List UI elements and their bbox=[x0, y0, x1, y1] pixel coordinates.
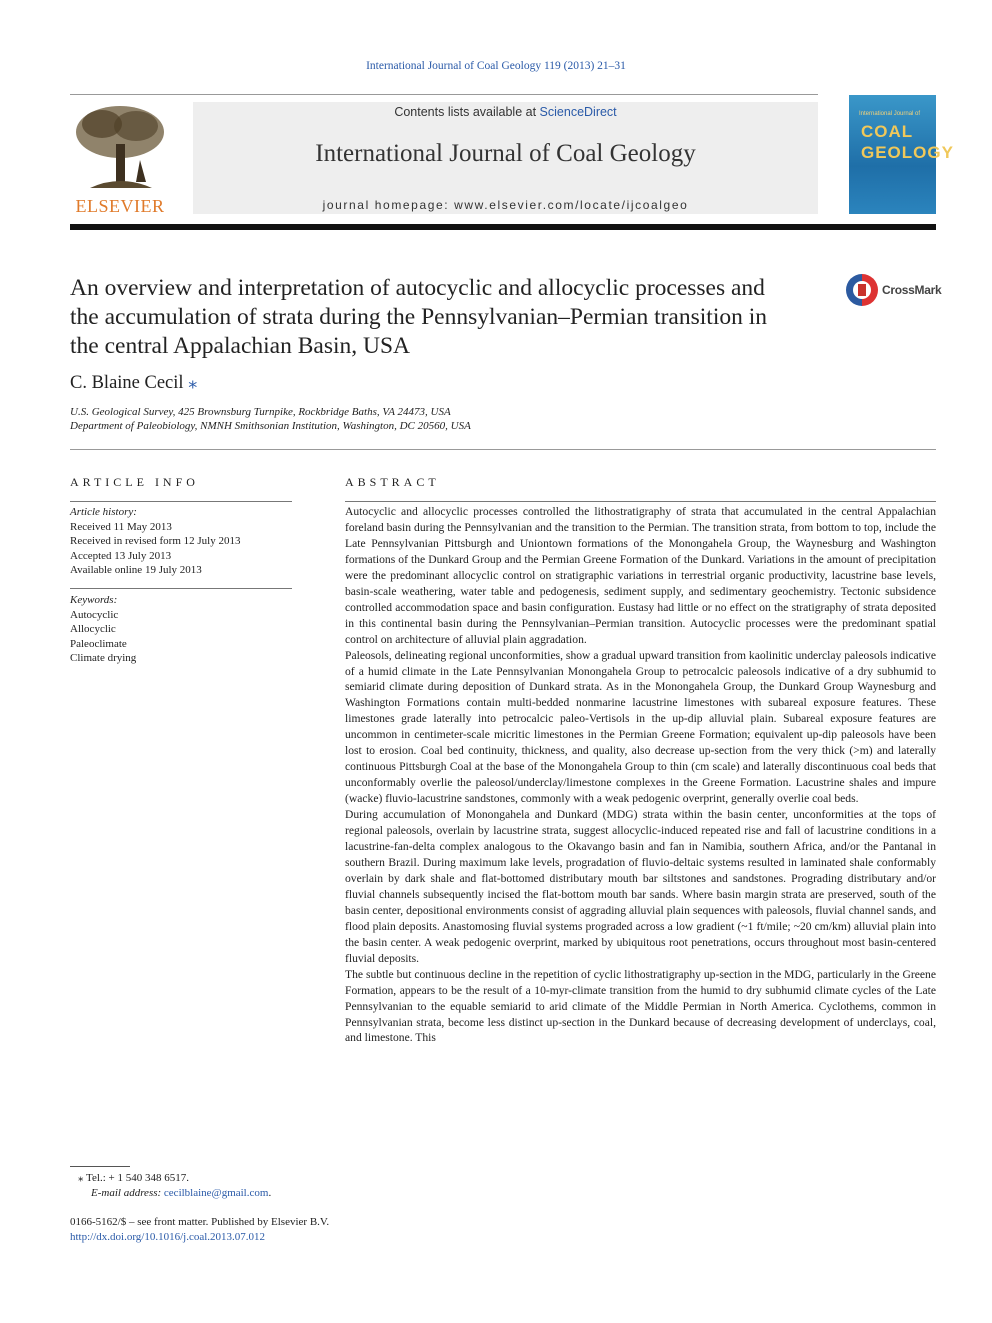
keyword: Paleoclimate bbox=[70, 637, 127, 650]
footnote-email bbox=[70, 1186, 271, 1201]
header-thick-rule bbox=[70, 224, 936, 230]
cover-subtitle: International Journal of bbox=[859, 111, 921, 117]
journal-cover[interactable] bbox=[849, 95, 954, 214]
footnote-tel bbox=[70, 1171, 271, 1186]
crossmark-label: CrossMark bbox=[882, 283, 942, 297]
author-name: C. Blaine Cecil bbox=[70, 373, 184, 393]
tel-label: ⁎ Tel.: bbox=[78, 1172, 109, 1184]
cover-title: COAL GEOLOGY bbox=[861, 122, 954, 162]
svg-text:ELSEVIER: ELSEVIER bbox=[75, 196, 165, 216]
footnote-rule bbox=[70, 1166, 130, 1167]
section-rule bbox=[70, 449, 936, 450]
abstract-body bbox=[345, 504, 936, 1046]
contents-line bbox=[193, 105, 818, 119]
abstract-paragraph: During accumulation of Monongahela and Dunkard (MDG) strata within the basin center, unconformities at the tops of regional paleosols, overlain by lacustrine strata, suggest allocyclic-induced repeated rise and fall of lacustrine conditions in a lacustrine-fan-delta complex analogous to the Okavango basin and fan in Namibia, southern Africa, and/or the Pantanal in southern Brazil. During maximum lake levels, progradation of fluvio-deltaic systems resulted in laminated shale conformably overlain by dark shale and flat-bottomed distributary mouth bar siltstones and sandstones. Prograding distributary and/or fluvial channels subsequently incised the flat-bottom mouth bar sands. Where basin margin strata are preserved, south of the basin center, depositional environments consist of aggrading alluvial plain sequences with paleosols, fluvial channel sands, and flood plain deposits. Anastomosing fluvial systems prograded across a low gradient (~1 ft/mile; ~20 cm/km) alluvial plain into the basin center. A weak pedogenic overprint, marked by ubiquitous root penetrations, occurs throughout most basin-centered fluvial deposits. bbox=[345, 808, 936, 965]
abstract-paragraph: Autocyclic and allocyclic processes controlled the lithostratigraphy of strata that accumulated in the central Appalachian foreland basin during the Pennsylvanian and the transition to the Permian. The transition strata, from bottom to top, include the Late Pennsylvanian Pittsburgh and Uniontown formations of the Monongahela Group, the Waynesburg and Washington formations of the Dunkard Group and the Permian Greene Formation of the Dunkard. Variations in the amount of precipitation were the predominant allocyclic control on stratigraphic variations in terrestrial organic productivity, lacustrine base levels, basin-scale weathering, water table and pedogenesis, sediment supply, and sedimentary geochemistry. Tectonic subsidence controlled accommodation space and basin configuration. Eustasy had little or no effect on the stratigraphy of strata deposited in this continental basin during the Pennsylvanian–Permian transition. Autocyclic processes were the predominant spatial control on architecture of alluvial plain aggradation. bbox=[345, 505, 936, 646]
issn-line: 0166-5162/$ – see front matter. Published by Elsevier B.V. bbox=[70, 1216, 330, 1228]
history-item: Received in revised form 12 July 2013 bbox=[70, 535, 241, 547]
email-link[interactable]: cecilblaine@gmail.com bbox=[163, 1186, 269, 1199]
tel-number: + 1 540 348 6517. bbox=[108, 1172, 189, 1184]
publication-info bbox=[70, 1215, 329, 1244]
header-top-rule bbox=[70, 94, 818, 95]
article-history bbox=[70, 505, 292, 578]
abstract-rule bbox=[345, 501, 936, 502]
keyword: Autocyclic bbox=[70, 608, 119, 621]
keywords-label: Keywords: bbox=[70, 594, 118, 606]
crossmark-button[interactable] bbox=[846, 274, 941, 308]
footnote bbox=[70, 1171, 271, 1200]
article-info-heading: ARTICLE INFO bbox=[70, 475, 199, 489]
email-end: . bbox=[268, 1186, 272, 1199]
history-label: Article history: bbox=[70, 506, 137, 518]
elsevier-logo[interactable] bbox=[70, 100, 170, 216]
history-item: Accepted 13 July 2013 bbox=[70, 549, 172, 562]
affiliation-2: Department of Paleobiology, NMNH Smithsonian Institution, Washington, DC 20560, USA bbox=[70, 420, 471, 432]
article-info-rule bbox=[70, 501, 292, 502]
history-item: Available online 19 July 2013 bbox=[70, 564, 202, 576]
abstract-heading: ABSTRACT bbox=[345, 475, 440, 489]
abstract-paragraph: The subtle but continuous decline in the repetition of cyclic lithostratigraphy up-section in the MDG, particularly in the Greene Formation, appears to be the result of a 10-myr-climate transition from the humid to dry subhumid climate cycles of the Late Pennsylvanian to the equable semiarid to arid climate of the Middle Permian in North America. Cyclothems, common in Pennsylvanian strata, become less distinct up-section in the Dunkard because of decreasing development of underclays, coal, and limestone. This bbox=[345, 967, 936, 1045]
email-label: E-mail address: bbox=[91, 1186, 164, 1199]
keywords-rule bbox=[70, 588, 292, 589]
contents-prefix: Contents lists available at bbox=[394, 105, 537, 119]
corresponding-author-mark[interactable]: ⁎ bbox=[188, 372, 198, 392]
journal-title: International Journal of Coal Geology bbox=[315, 140, 696, 167]
author-line bbox=[70, 372, 197, 394]
journal-citation[interactable]: International Journal of Coal Geology 119 (2013) 21–31 bbox=[366, 60, 626, 72]
doi-link[interactable]: http://dx.doi.org/10.1016/j.coal.2013.07.012 bbox=[70, 1230, 266, 1243]
keywords-list bbox=[70, 593, 292, 666]
journal-homepage[interactable]: journal homepage: www.elsevier.com/locate/ijcoalgeo bbox=[322, 198, 689, 212]
article-title: An overview and interpretation of autocyclic and allocyclic processes and the accumulation of strata during the Pennsylvanian–Permian transition in the central Appalachian Basin, USA bbox=[70, 275, 768, 359]
keyword: Climate drying bbox=[70, 652, 137, 664]
crossmark-bookmark-icon bbox=[858, 284, 866, 296]
affiliation-1: U.S. Geological Survey, 425 Brownsburg Turnpike, Rockbridge Baths, VA 24473, USA bbox=[70, 406, 451, 418]
abstract-paragraph: Paleosols, delineating regional unconformities, show a gradual upward transition from kaolinitic underclay paleosols indicative of a humid climate in the Late Pennsylvanian Monongahela Group to petrocalcic paleosols indicative of a dry subhumid to semiarid climate during deposition of Dunkard strata. As in the Monongahela Group, the Dunkard Group Waynesburg and Washington Formations contain multi-bedded nonmarine lacustrine limestones with subareal exposure features. These limestones grade laterally into petrocalcic paleo-Vertisols in the up-dip alluvial plain. Subareal exposure features are uncommon in centimeter-scale micritic limestones in the Permian Greene Formation; equivalent up-dip paleosols have been lost to erosion. Coal bed continuity, thickness, and quality, also decrease up-section from the very thick (>m) and laterally continuous Pittsburgh Coal at the base of the Monongahela Group to thin (cm scale) and laterally discontinuous coal beds that unconformably overlie the paleosol/underclay/limestone complexes in the Greene Formation. Lacustrine shales and impure (wacke) fluvio-lacustrine sandstones, commonly with a weak pedogenic overprint, generally overlie coal beds. bbox=[345, 648, 936, 806]
sciencedirect-link[interactable]: ScienceDirect bbox=[539, 105, 617, 119]
elsevier-tree-icon bbox=[70, 100, 170, 216]
history-item: Received 11 May 2013 bbox=[70, 520, 172, 533]
keyword: Allocyclic bbox=[70, 623, 116, 635]
